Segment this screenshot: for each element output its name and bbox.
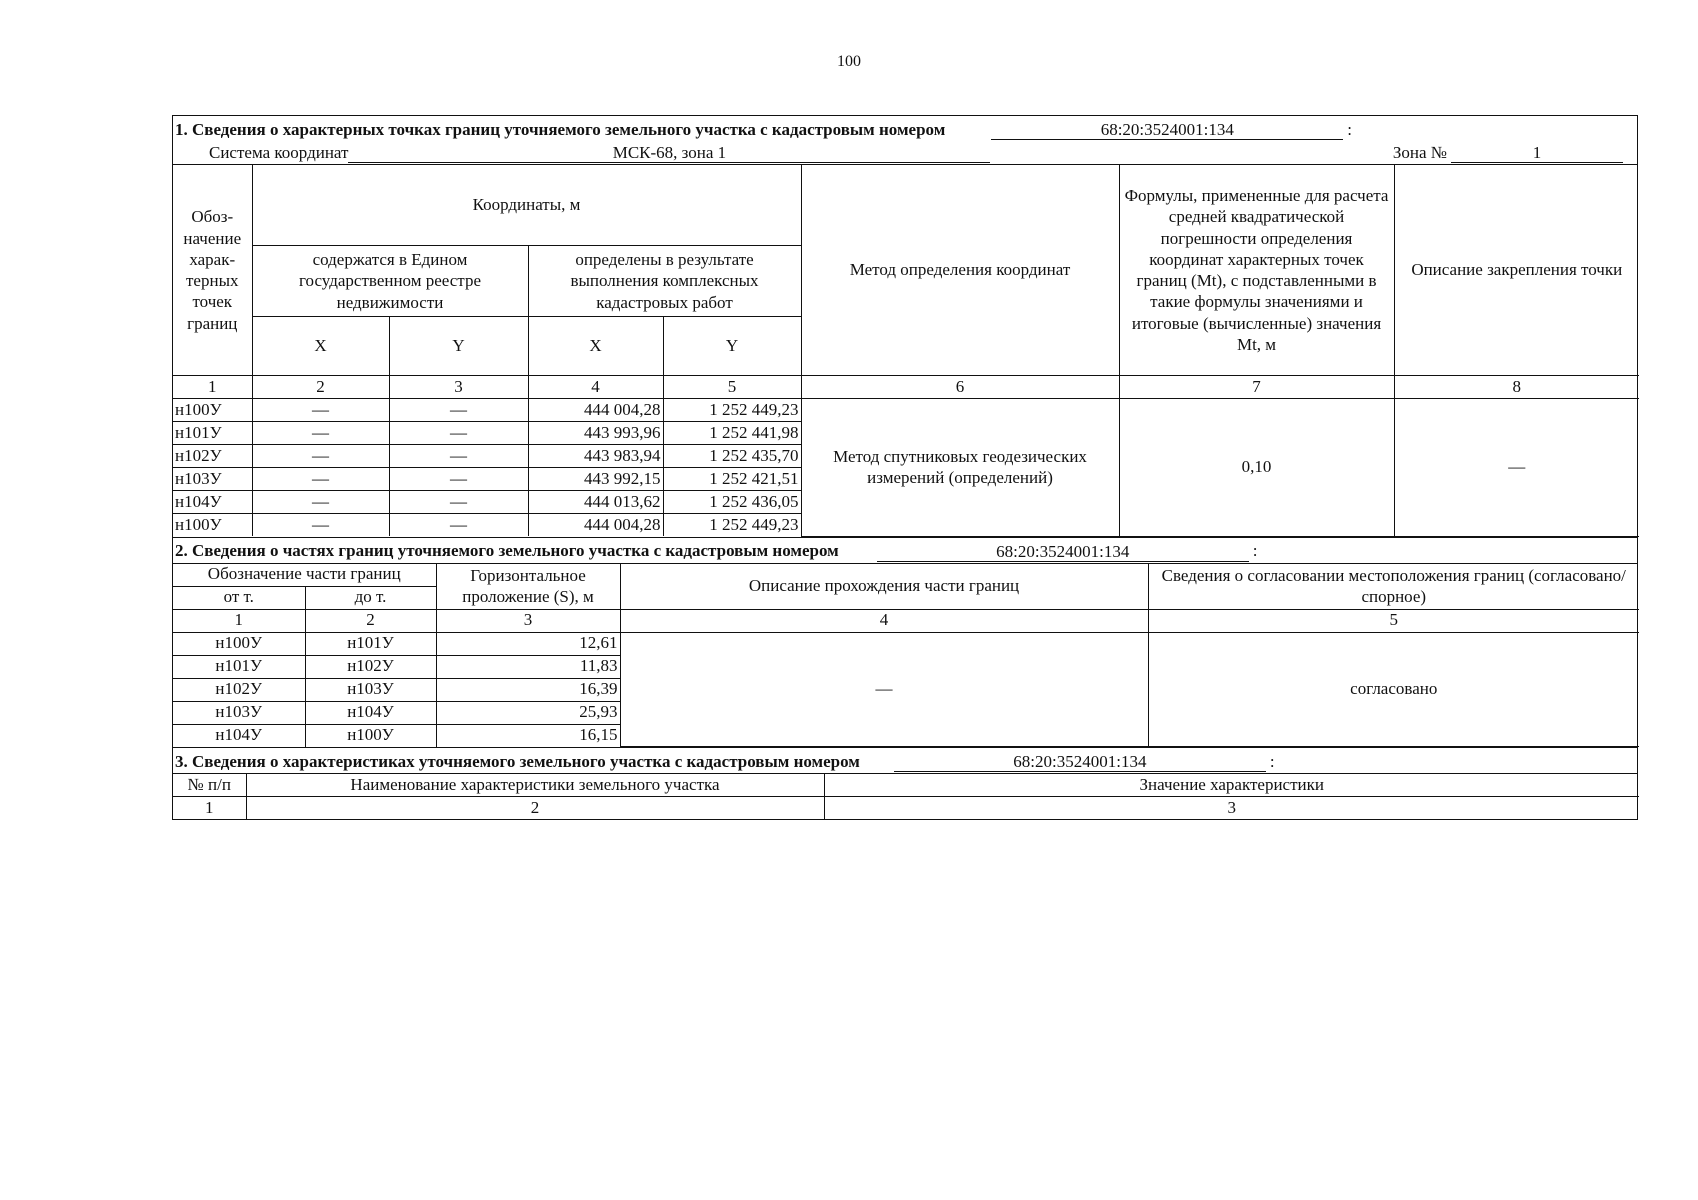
egrn-x: — bbox=[252, 422, 389, 445]
part-from: н100У bbox=[173, 632, 305, 655]
part-from: н104У bbox=[173, 724, 305, 747]
fixing-value: — bbox=[1394, 399, 1639, 537]
header-egrn-x: X bbox=[252, 317, 389, 376]
header-designation: Обоз-начение харак-терных точек границ bbox=[173, 165, 252, 376]
part-length: 16,39 bbox=[436, 678, 620, 701]
col-number: 4 bbox=[528, 376, 663, 399]
coord-x: 444 004,28 bbox=[528, 514, 663, 537]
header-name: Наименование характеристики земельного участка bbox=[246, 774, 824, 797]
header-egrn: содержатся в Едином государственном реестре недвижимости bbox=[252, 246, 528, 317]
header-complex-x: X bbox=[528, 317, 663, 376]
col-number: 1 bbox=[173, 797, 246, 820]
coord-y: 1 252 436,05 bbox=[663, 491, 801, 514]
header-fixing: Описание закрепления точки bbox=[1394, 165, 1639, 376]
part-to: н103У bbox=[305, 678, 436, 701]
coord-system-value: МСК-68, зона 1 bbox=[348, 143, 990, 163]
table-row bbox=[173, 632, 1639, 655]
mt-value: 0,10 bbox=[1119, 399, 1394, 537]
section2-colon: : bbox=[1252, 541, 1258, 561]
col-number: 8 bbox=[1394, 376, 1639, 399]
coord-x: 444 004,28 bbox=[528, 399, 663, 422]
point-name: н100У bbox=[173, 514, 252, 537]
egrn-y: — bbox=[389, 468, 528, 491]
point-name: н102У bbox=[173, 445, 252, 468]
part-to: н104У bbox=[305, 701, 436, 724]
section1-colon: : bbox=[1347, 119, 1353, 139]
col-number: 2 bbox=[305, 609, 436, 632]
section3-title: 3. Сведения о характеристиках уточняемого земельного участка с кадастровым номером bbox=[175, 751, 860, 771]
part-length: 11,83 bbox=[436, 655, 620, 678]
egrn-y: — bbox=[389, 491, 528, 514]
point-name: н104У bbox=[173, 491, 252, 514]
cadastral-document bbox=[172, 115, 1638, 820]
point-name: н101У bbox=[173, 422, 252, 445]
header-complex-y: Y bbox=[663, 317, 801, 376]
egrn-y: — bbox=[389, 399, 528, 422]
col-number: 3 bbox=[824, 797, 1639, 820]
header-method: Метод определения координат bbox=[801, 165, 1119, 376]
section1-cadastral-number: 68:20:3524001:134 bbox=[991, 120, 1343, 140]
col-number: 2 bbox=[252, 376, 389, 399]
coord-x: 443 992,15 bbox=[528, 468, 663, 491]
section2-table bbox=[173, 564, 1639, 748]
section2-header bbox=[173, 537, 1637, 564]
header-part: Обозначение части границ bbox=[173, 564, 436, 587]
egrn-y: — bbox=[389, 514, 528, 537]
header-description: Описание прохождения части границ bbox=[620, 564, 1148, 610]
egrn-x: — bbox=[252, 491, 389, 514]
col-number: 5 bbox=[1148, 609, 1639, 632]
egrn-x: — bbox=[252, 468, 389, 491]
section1-title: 1. Сведения о характерных точках границ уточняемого земельного участка с кадастровым номером bbox=[175, 119, 946, 139]
description-value: — bbox=[620, 632, 1148, 747]
part-from: н101У bbox=[173, 655, 305, 678]
zone-value: 1 bbox=[1451, 143, 1623, 163]
part-length: 25,93 bbox=[436, 701, 620, 724]
zone-label: Зона № bbox=[1392, 142, 1447, 162]
section3-colon: : bbox=[1269, 751, 1275, 771]
part-length: 12,61 bbox=[436, 632, 620, 655]
part-from: н102У bbox=[173, 678, 305, 701]
col-number: 3 bbox=[389, 376, 528, 399]
agreement-value: согласовано bbox=[1148, 632, 1639, 747]
egrn-x: — bbox=[252, 445, 389, 468]
coord-y: 1 252 441,98 bbox=[663, 422, 801, 445]
col-number: 5 bbox=[663, 376, 801, 399]
header-agreement: Сведения о согласовании местоположения границ (согласовано/спорное) bbox=[1148, 564, 1639, 610]
point-name: н103У bbox=[173, 468, 252, 491]
coord-y: 1 252 435,70 bbox=[663, 445, 801, 468]
coord-system-label: Система координат bbox=[209, 142, 349, 162]
section3-cadastral-number: 68:20:3524001:134 bbox=[894, 752, 1266, 772]
header-num: № п/п bbox=[173, 774, 246, 797]
coord-x: 443 993,96 bbox=[528, 422, 663, 445]
col-number: 3 bbox=[436, 609, 620, 632]
coord-y: 1 252 421,51 bbox=[663, 468, 801, 491]
header-coordinates: Координаты, м bbox=[252, 165, 801, 246]
egrn-y: — bbox=[389, 422, 528, 445]
header-egrn-y: Y bbox=[389, 317, 528, 376]
egrn-y: — bbox=[389, 445, 528, 468]
header-formulas: Формулы, примененные для расчета средней квадратической погрешности определения координат характерных точек границ (Mt), с подставленными в такие формулы значениями и итоговые (вычисленные) значения Mt, м bbox=[1119, 165, 1394, 376]
coord-x: 443 983,94 bbox=[528, 445, 663, 468]
header-horizontal: Горизонтальное проложение (S), м bbox=[436, 564, 620, 610]
section1-header bbox=[173, 116, 1637, 165]
point-name: н100У bbox=[173, 399, 252, 422]
part-to: н102У bbox=[305, 655, 436, 678]
section3-table bbox=[173, 774, 1639, 819]
page-number: 100 bbox=[837, 53, 861, 70]
table-row bbox=[173, 399, 1639, 422]
col-number: 7 bbox=[1119, 376, 1394, 399]
col-number: 2 bbox=[246, 797, 824, 820]
section1-table bbox=[173, 165, 1639, 537]
col-number: 1 bbox=[173, 376, 252, 399]
header-to: до т. bbox=[305, 586, 436, 609]
section2-title: 2. Сведения о частях границ уточняемого земельного участка с кадастровым номером bbox=[175, 541, 839, 561]
header-value: Значение характеристики bbox=[824, 774, 1639, 797]
header-complex: определены в результате выполнения комплексных кадастровых работ bbox=[528, 246, 801, 317]
coord-y: 1 252 449,23 bbox=[663, 399, 801, 422]
col-number: 4 bbox=[620, 609, 1148, 632]
part-length: 16,15 bbox=[436, 724, 620, 747]
coord-y: 1 252 449,23 bbox=[663, 514, 801, 537]
coord-x: 444 013,62 bbox=[528, 491, 663, 514]
col-number: 6 bbox=[801, 376, 1119, 399]
col-number: 1 bbox=[173, 609, 305, 632]
part-from: н103У bbox=[173, 701, 305, 724]
egrn-x: — bbox=[252, 514, 389, 537]
section2-cadastral-number: 68:20:3524001:134 bbox=[877, 542, 1249, 562]
egrn-x: — bbox=[252, 399, 389, 422]
part-to: н101У bbox=[305, 632, 436, 655]
method-value: Метод спутниковых геодезических измерений (определений) bbox=[801, 399, 1119, 537]
part-to: н100У bbox=[305, 724, 436, 747]
section3-header bbox=[173, 747, 1637, 774]
header-from: от т. bbox=[173, 586, 305, 609]
